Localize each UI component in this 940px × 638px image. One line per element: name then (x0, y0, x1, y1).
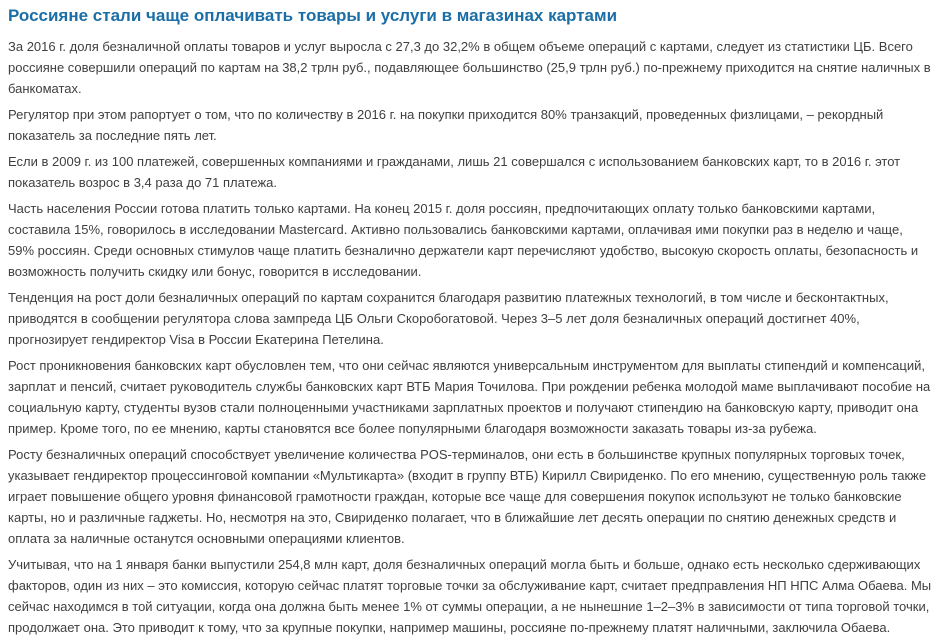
article-paragraph-4: Часть населения России готова платить только картами. На конец 2015 г. доля россиян, предпочитающих оплату только банковскими картами, составила 15%, говорилось в исследовании Mastercard. Активно пользовались банковскими картами, оплачивая ими покупки раз в неделю и чаще, 59% россиян. Среди основных стимулов чаще платить безналично держатели карт перечисляют удобство, высокую скорость оплаты, безопасность и возможность получить скидку или бонус, говорится в исследовании. (8, 201, 919, 279)
article-paragraph-8: Учитывая, что на 1 января банки выпустили 254,8 млн карт, доля безналичных операций могла быть и больше, однако есть несколько сдерживающих факторов, один из них – это комиссия, которую сейчас платят торговые точки за обслуживание карт, считает предправления НП НПС Алма Обаева. Мы сейчас находимся в той ситуации, когда она должна быть менее 1% от суммы операции, а не нынешние 1–2–3% в зависимости от типа торговой точки, продолжает она. Это приводит к тому, что за крупные покупки, например машины, россияне по-прежнему платят наличными, заключила Обаева. (8, 557, 932, 635)
article-paragraph-5: Тенденция на рост доли безналичных операций по картам сохранится благодаря развитию платежных технологий, в том числе и бесконтактных, приводятся в сообщении регулятора слова зампреда ЦБ Ольги Скоробогатовой. Через 3–5 лет доля безналичных операций достигнет 40%, прогнозирует гендиректор Visa в России Екатерина Петелина. (8, 290, 889, 347)
article-paragraph-1: За 2016 г. доля безналичной оплаты товаров и услуг выросла с 27,3 до 32,2% в общем объеме операций с картами, следует из статистики ЦБ. Всего россияне совершили операций по картам на 38,2 трлн руб., подавляющее большинство (25,9 трлн руб.) по-прежнему приходится на снятие наличных в банкоматах. (8, 39, 931, 96)
article-title: Россияне стали чаще оплачивать товары и услуги в магазинах картами (8, 6, 618, 25)
article-paragraph-3: Если в 2009 г. из 100 платежей, совершенных компаниями и гражданами, лишь 21 совершался с использованием банковских карт, то в 2016 г. этот показатель возрос в 3,4 раза до 71 платежа. (8, 154, 901, 190)
article-paragraph-7: Росту безналичных операций способствует увеличение количества POS-терминалов, они есть в большинстве крупных популярных торговых точек, указывает гендиректор процессинговой компании «Мультикарта» (входит в группу ВТБ) Кирилл Свириденко. По его мнению, существенную роль также играет повышение общего уровня финансовой грамотности граждан, которые все чаще для совершения покупок используют не только банковские карты, но и различные гаджеты. Но, несмотря на это, Свириденко полагает, что в ближайшие лет десять операции по снятию денежных средств и оплата за наличные останутся основными операциями клиентов. (8, 447, 927, 546)
article-paragraph-2: Регулятор при этом рапортует о том, что по количеству в 2016 г. на покупки приходится 80% транзакций, проведенных физлицами, – рекордный показатель за последние пять лет. (8, 107, 884, 143)
article-paragraph-6: Рост проникновения банковских карт обусловлен тем, что они сейчас являются универсальным инструментом для выплаты стипендий и компенсаций, зарплат и пенсий, считает руководитель службы банковских карт ВТБ Мария Точилова. При рождении ребенка молодой маме выплачивают пособие на социальную карту, студенты вузов стали полноценными участниками зарплатных проектов и получают стипендию на банковскую карту, приводит она пример. Кроме того, по ее мнению, карты становятся все более популярными благодаря возможности заказать товары из-за рубежа. (8, 358, 931, 436)
